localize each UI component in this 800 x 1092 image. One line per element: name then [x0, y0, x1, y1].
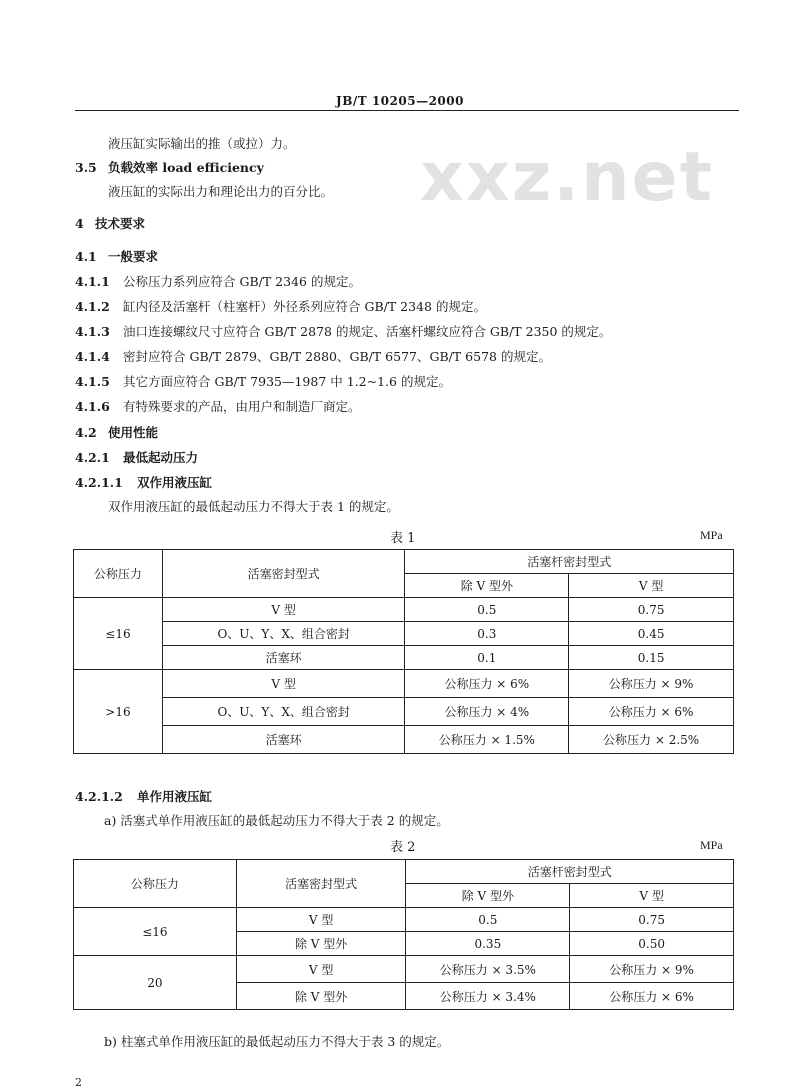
value-cell: 公称压力 × 6% [570, 983, 734, 1010]
header-rod-seal: 活塞杆密封型式 [405, 550, 734, 574]
section-title: 负载效率 load efficiency [108, 160, 264, 175]
section-number: 4.1.4 [75, 349, 110, 364]
seal-cell: 除 V 型外 [236, 932, 406, 956]
table-row [74, 726, 734, 754]
section-number: 4.1.3 [75, 324, 110, 339]
section-text: 公称压力系列应符合 GB/T 2346 的规定。 [123, 274, 361, 289]
seal-cell: V 型 [162, 598, 405, 622]
header-v: V 型 [569, 574, 734, 598]
section-number: 4.1 [75, 249, 97, 264]
value-cell: 公称压力 × 2.5% [569, 726, 734, 754]
document-header: JB/T 10205—2000 [336, 94, 464, 108]
table-row [74, 956, 734, 983]
section-title: 双作用液压缸 [137, 475, 213, 490]
section-number: 4.2.1 [75, 450, 110, 465]
table-row [74, 670, 734, 698]
section-3-5 [75, 158, 264, 176]
table-1-unit: MPa [700, 528, 723, 542]
section-number: 4.1.6 [75, 399, 110, 414]
definition-text: 液压缸的实际出力和理论出力的百分比。 [108, 184, 334, 199]
section-4-2 [75, 423, 158, 441]
section-number: 3.5 [75, 160, 97, 175]
section-text: 缸内径及活塞杆（柱塞杆）外径系列应符合 GB/T 2348 的规定。 [123, 299, 486, 314]
pressure-cell: 20 [74, 956, 237, 1010]
table-row [74, 908, 734, 932]
seal-cell: 活塞环 [162, 646, 405, 670]
header-non-v: 除 V 型外 [406, 884, 570, 908]
value-cell: 公称压力 × 6% [569, 698, 734, 726]
list-item-a: a) 活塞式单作用液压缸的最低起动压力不得大于表 2 的规定。 [104, 813, 449, 828]
seal-cell: V 型 [236, 956, 406, 983]
table-2 [73, 859, 734, 1010]
table-row [74, 698, 734, 726]
pressure-cell: >16 [74, 670, 163, 754]
header-piston-seal: 活塞密封型式 [236, 860, 406, 908]
header-rule [75, 110, 739, 111]
page-number: 2 [75, 1076, 82, 1089]
value-cell: 公称压力 × 4% [405, 698, 569, 726]
table-1 [73, 549, 734, 754]
value-cell: 公称压力 × 9% [570, 956, 734, 983]
value-cell: 公称压力 × 6% [405, 670, 569, 698]
section-text: 有特殊要求的产品，由用户和制造厂商定。 [123, 399, 361, 414]
table-2-caption: 表 2 [390, 840, 416, 855]
section-4-1-2 [75, 297, 486, 315]
section-number: 4.2.1.1 [75, 475, 123, 490]
section-4-2-1-2 [75, 787, 212, 805]
value-cell: 0.5 [405, 598, 569, 622]
section-4-1-4 [75, 347, 551, 365]
header-pressure: 公称压力 [74, 860, 237, 908]
list-item-b: b) 柱塞式单作用液压缸的最低起动压力不得大于表 3 的规定。 [104, 1034, 450, 1049]
value-cell: 0.5 [406, 908, 570, 932]
table-row [74, 646, 734, 670]
value-cell: 0.50 [570, 932, 734, 956]
section-4 [75, 214, 145, 232]
value-cell: 公称压力 × 3.5% [406, 956, 570, 983]
watermark: xxz.net [420, 138, 715, 217]
value-cell: 0.75 [570, 908, 734, 932]
section-title: 技术要求 [95, 216, 146, 231]
seal-cell: O、U、Y、X、组合密封 [162, 698, 405, 726]
body-text: 双作用液压缸的最低起动压力不得大于表 1 的规定。 [108, 499, 399, 514]
section-title: 一般要求 [108, 249, 159, 264]
section-4-1-3 [75, 322, 611, 340]
value-cell: 0.75 [569, 598, 734, 622]
value-cell: 0.35 [406, 932, 570, 956]
seal-cell: V 型 [236, 908, 406, 932]
table-1-caption: 表 1 [390, 531, 416, 546]
section-4-1 [75, 247, 158, 265]
table-row [74, 622, 734, 646]
pressure-cell: ≤16 [74, 908, 237, 956]
section-text: 油口连接螺纹尺寸应符合 GB/T 2878 的规定、活塞杆螺纹应符合 GB/T 2350 的规定。 [123, 324, 612, 339]
header-pressure: 公称压力 [74, 550, 163, 598]
seal-cell: O、U、Y、X、组合密封 [162, 622, 405, 646]
section-title: 使用性能 [108, 425, 159, 440]
seal-cell: 除 V 型外 [236, 983, 406, 1010]
header-non-v: 除 V 型外 [405, 574, 569, 598]
section-4-2-1-1 [75, 473, 212, 491]
section-text: 其它方面应符合 GB/T 7935—1987 中 1.2~1.6 的规定。 [123, 374, 451, 389]
section-number: 4.1.2 [75, 299, 110, 314]
seal-cell: V 型 [162, 670, 405, 698]
section-title: 单作用液压缸 [137, 789, 213, 804]
value-cell: 0.1 [405, 646, 569, 670]
value-cell: 0.15 [569, 646, 734, 670]
section-4-1-5 [75, 372, 451, 390]
text-line: 液压缸实际输出的推（或拉）力。 [108, 136, 296, 151]
section-number: 4.2 [75, 425, 97, 440]
header-v: V 型 [570, 884, 734, 908]
section-4-2-1 [75, 448, 198, 466]
section-4-1-1 [75, 272, 361, 290]
header-rod-seal: 活塞杆密封型式 [406, 860, 734, 884]
seal-cell: 活塞环 [162, 726, 405, 754]
table-2-unit: MPa [700, 838, 723, 852]
section-text: 密封应符合 GB/T 2879、GB/T 2880、GB/T 6577、GB/T 6578 的规定。 [123, 349, 551, 364]
value-cell: 公称压力 × 3.4% [406, 983, 570, 1010]
section-4-1-6 [75, 397, 361, 415]
section-number: 4 [75, 216, 84, 231]
header-piston-seal: 活塞密封型式 [162, 550, 405, 598]
value-cell: 公称压力 × 9% [569, 670, 734, 698]
pressure-cell: ≤16 [74, 598, 163, 670]
section-number: 4.1.1 [75, 274, 110, 289]
section-title: 最低起动压力 [123, 450, 199, 465]
value-cell: 公称压力 × 1.5% [405, 726, 569, 754]
value-cell: 0.45 [569, 622, 734, 646]
section-number: 4.1.5 [75, 374, 110, 389]
value-cell: 0.3 [405, 622, 569, 646]
table-row [74, 598, 734, 622]
section-number: 4.2.1.2 [75, 789, 123, 804]
